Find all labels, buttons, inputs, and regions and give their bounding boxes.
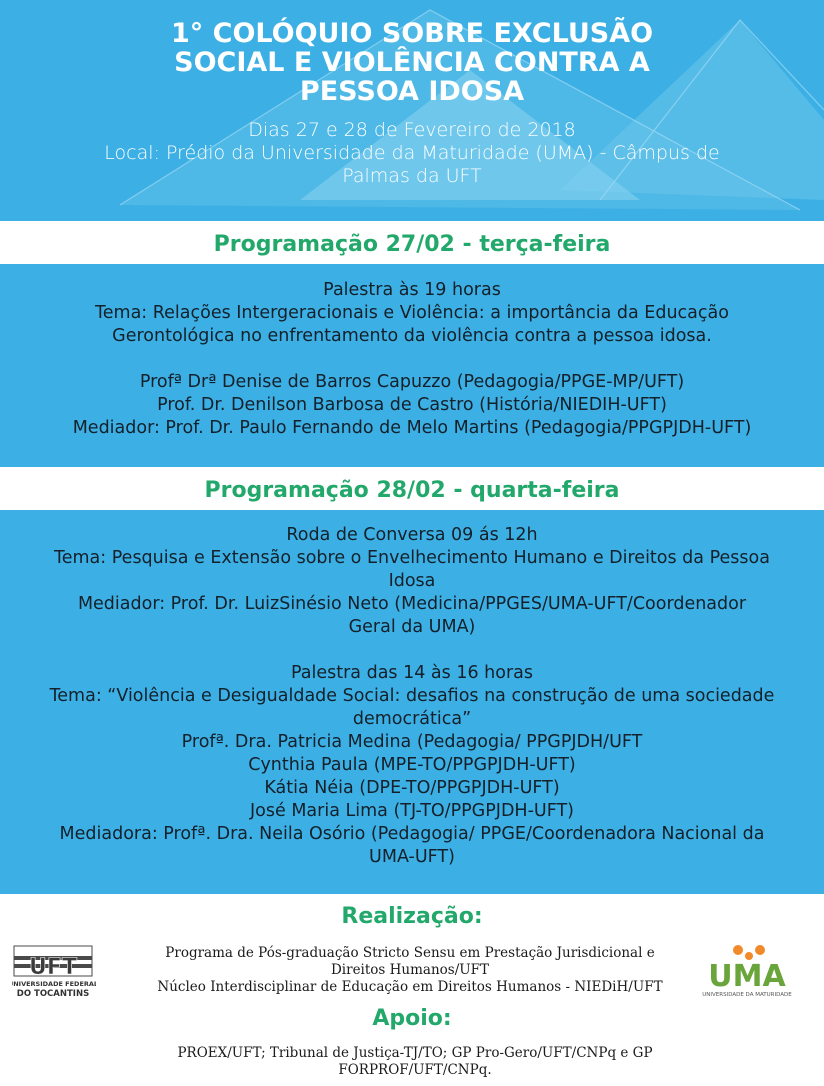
- speaker-line: Mediadora: Profª. Dra. Neila Osório (Pedagogia/ PPGE/Coordenadora Nacional da: [59, 824, 765, 844]
- speaker-line: Prof. Dr. Denilson Barbosa de Castro (História/NIEDIH-UFT): [157, 395, 667, 415]
- supporter-line: FORPROF/UFT/CNPq.: [338, 1062, 492, 1078]
- event-dates: Dias 27 e 28 de Fevereiro de 2018: [248, 119, 576, 141]
- speaker-line: Cynthia Paula (MPE-TO/PPGPJDH-UFT): [248, 755, 576, 775]
- svg-text:UNIVERSIDADE DA MATURIDADE: UNIVERSIDADE DA MATURIDADE: [702, 992, 792, 998]
- supporter-line: PROEX/UFT; Tribunal de Justiça-TJ/TO; GP Pro-Gero/UFT/CNPq e GP: [177, 1045, 653, 1061]
- uma-logo: [700, 942, 794, 1000]
- session-line: Roda de Conversa 09 ás 12h: [286, 525, 538, 545]
- speaker-line: Mediador: Prof. Dr. Paulo Fernando de Melo Martins (Pedagogia/PPGPJDH-UFT): [72, 418, 752, 438]
- uft-logo-mark: [12, 944, 96, 1000]
- session-line: Tema: Pesquisa e Extensão sobre o Envelhecimento Humano e Direitos da Pessoa: [54, 548, 770, 568]
- realizacao-heading: Realização:: [341, 904, 483, 929]
- speaker-line: José Maria Lima (TJ-TO/PPGPJDH-UFT): [250, 801, 574, 821]
- organizer-line: Programa de Pós-graduação Stricto Sensu em Prestação Jurisdicional e: [165, 945, 655, 961]
- title-line: PESSOA IDOSA: [299, 76, 525, 107]
- speaker-line: Profª. Dra. Patricia Medina (Pedagogia/ PPGPJDH/UFT: [181, 732, 643, 752]
- event-location: Palmas da UFT: [342, 165, 482, 187]
- session-line: Tema: “Violência e Desigualdade Social: desafios na construção de uma sociedade: [49, 686, 775, 706]
- speaker-line: Profª Drª Denise de Barros Capuzzo (Pedagogia/PPGE-MP/UFT): [139, 372, 685, 392]
- session-line: Palestra das 14 às 16 horas: [291, 663, 533, 683]
- apoio-text: [100, 1045, 730, 1079]
- uma-logo-mark: [700, 942, 794, 1000]
- session-line: Mediador: Prof. Dr. LuizSinésio Neto (Medicina/PPGES/UMA-UFT/Coordenador: [77, 594, 747, 614]
- speaker-line: Kátia Néia (DPE-TO/PPGPJDH-UFT): [264, 778, 560, 798]
- session-line: democrática”: [352, 709, 472, 729]
- day1-heading: Programação 27/02 - terça-feira: [213, 232, 611, 257]
- organizer-line: Núcleo Interdisciplinar de Educação em Direitos Humanos - NIEDiH/UFT: [157, 979, 663, 995]
- session-line: Palestra às 19 horas: [323, 280, 501, 300]
- title-line: SOCIAL E VIOLÊNCIA CONTRA A: [174, 47, 650, 78]
- title-line: 1° COLÓQUIO SOBRE EXCLUSÃO: [170, 18, 654, 49]
- event-details: [0, 119, 824, 188]
- apoio-heading: Apoio:: [372, 1006, 452, 1031]
- speaker-line: UMA-UFT): [369, 847, 455, 867]
- event-title: [0, 19, 824, 106]
- svg-text:DO TOCANTINS: DO TOCANTINS: [16, 989, 90, 999]
- day1-section: [0, 264, 824, 467]
- header-banner: [0, 0, 824, 221]
- event-location: Local: Prédio da Universidade da Maturidade (UMA) - Câmpus de: [104, 142, 720, 164]
- session-line: Gerontológica no enfrentamento da violência contra a pessoa idosa.: [112, 326, 712, 346]
- session-line: Geral da UMA): [348, 617, 476, 637]
- session-line: Tema: Relações Intergeracionais e Violência: a importância da Educação: [95, 303, 729, 323]
- svg-text:UMA: UMA: [708, 959, 786, 994]
- svg-text:UFT: UFT: [29, 955, 77, 980]
- day2-heading: Programação 28/02 - quarta-feira: [204, 478, 620, 503]
- svg-text:UNIVERSIDADE FEDERAL: UNIVERSIDADE FEDERAL: [12, 980, 96, 988]
- session-line: Idosa: [388, 571, 436, 591]
- uft-logo: [12, 944, 96, 1000]
- organizer-line: Direitos Humanos/UFT: [330, 962, 490, 978]
- realizacao-text: [120, 945, 700, 996]
- day2-section: [0, 510, 824, 894]
